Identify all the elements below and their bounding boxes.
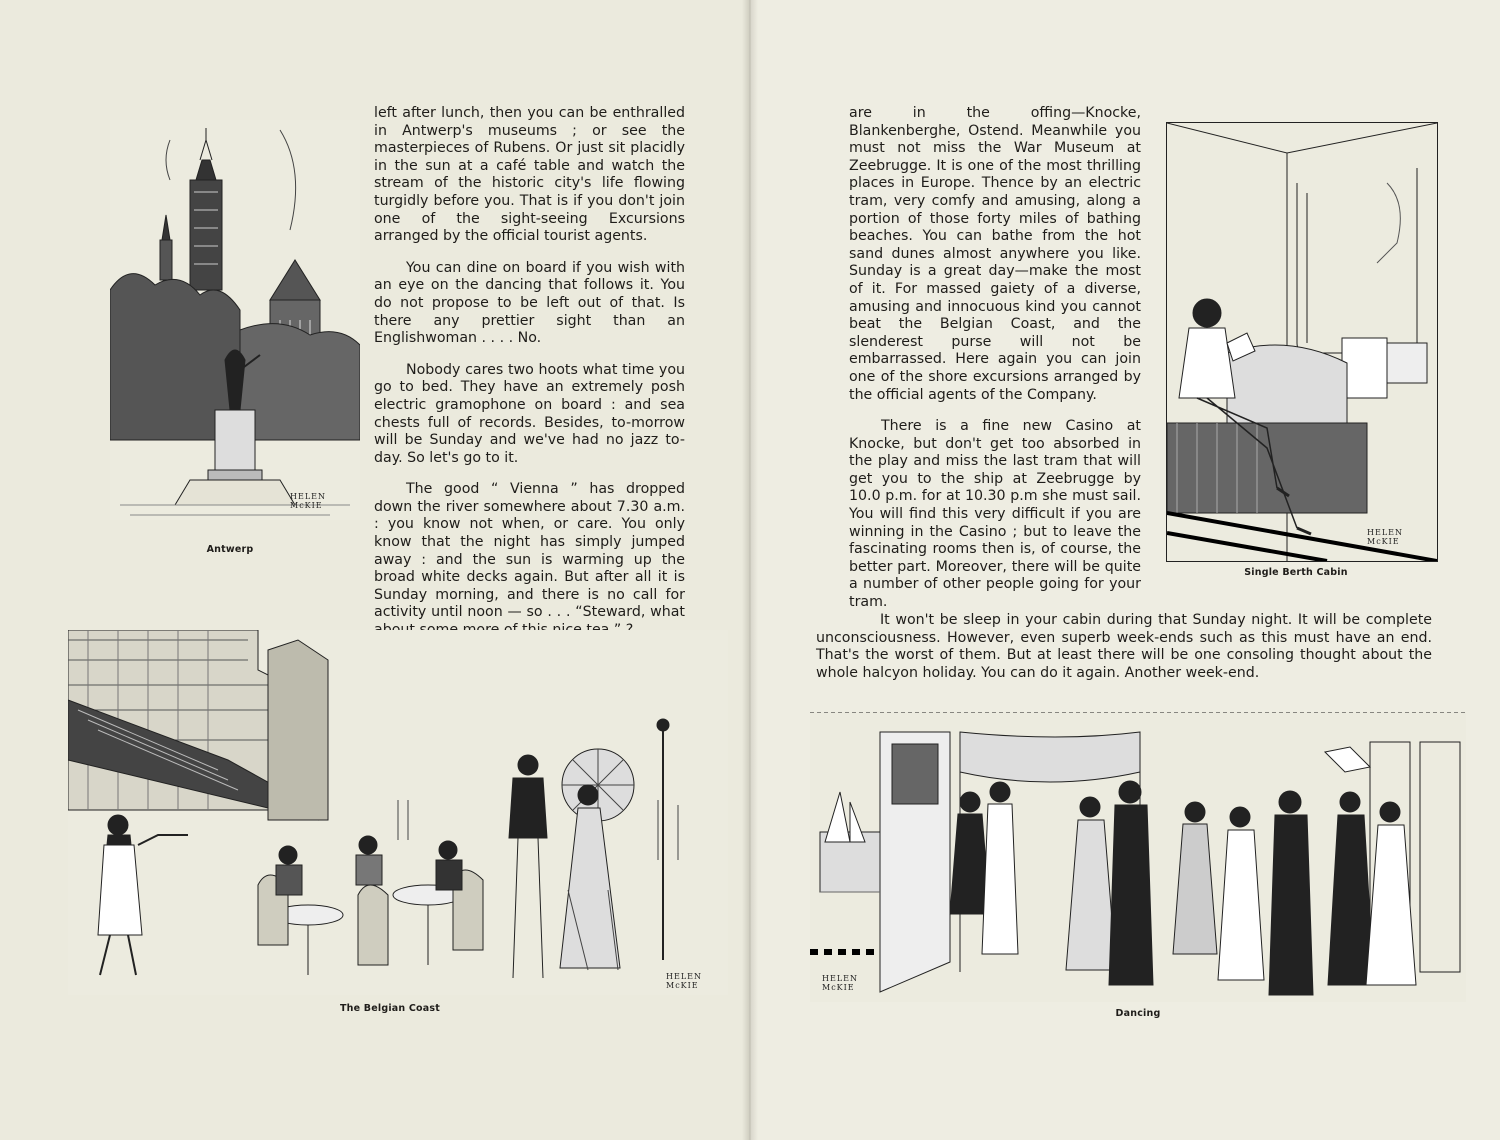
right-text-column — [849, 105, 1141, 626]
left-paragraph: You can dine on board if you wish with an eye on the dancing that follows it. You do not propose to be left out of that. Is there any prettier sight than an Englishwoman . . . . No. — [374, 259, 685, 347]
antwerp-illustration — [110, 120, 360, 520]
left-text-column — [374, 105, 685, 720]
left-paragraph: The good “ Vienna ” has dropped down the river somewhere about 7.30 a.m. : you know not when, or care. You only know that the night has simply jumped away : and the sun is warming up the broad white decks again. But after all it is Sunday morning, and there is no call for activity until noon — so . . . “Steward, what — [374, 481, 685, 621]
dancing-illustration — [810, 712, 1466, 1002]
cabin-artist-signature: HELEN McKIE — [1367, 528, 1403, 546]
closing-paragraph-block — [816, 612, 1432, 696]
single-berth-cabin-illustration — [1166, 122, 1438, 562]
belgian-coast-artist-signature: HELEN McKIE — [666, 972, 702, 990]
belgian-coast-caption: The Belgian Coast — [340, 1003, 440, 1014]
closing-paragraph: It won't be sleep in your cabin during that Sunday night. It will be complete unconsciousness. However, even superb week-ends such as this must have an end. That's the worst of them. But at least there will be one consoling thought about the whole halcyon holiday. You can do it again. Another week-end. — [816, 612, 1432, 681]
dancing-caption: Dancing — [1115, 1008, 1161, 1019]
antwerp-caption: Antwerp — [206, 544, 254, 555]
belgian-coast-illustration — [68, 630, 728, 995]
cabin-caption: Single Berth Cabin — [1244, 567, 1348, 578]
center-fold — [742, 0, 758, 1140]
left-paragraph: Nobody cares two hoots what time you go to bed. They have an extremely posh electric gramophone on board : and sea chests full of records. Besides, to-morrow will be Sunday and we've had no jazz to-day. So let's go to it. — [374, 361, 685, 466]
left-paragraph: left after lunch, then you can be enthralled in Antwerp's museums ; or see the masterpieces of Rubens. Or just sit placidly in the sun at a café table and watch the stream of the historic city's life flowing turgidly before you. That is if you don't join one of the sight-seeing Excursions arranged by the official tourist agents. — [374, 105, 685, 245]
right-paragraph: are in the offing—Knocke, Blankenberghe, Ostend. Meanwhile you must not miss the War Museum at Zeebrugge. It is one of the most thrilling places in Europe. Thence by an electric tram, very comfy and amusing, along a portion of those forty miles of bathing beaches. You can bathe from the hot sand dunes almost anywhere you like. Sunday is a great day—make the most of it. For massed gaiety of a diverse, amusing and innocuous kind you cannot beat the Belgian Coast, and the slenderest purse will not be embarrassed. Here again you can join one of the shore excursions arranged by the official agents of the Company. — [849, 105, 1141, 403]
right-page — [750, 0, 1500, 1140]
dancing-artist-signature: HELEN McKIE — [822, 974, 858, 992]
antwerp-artist-signature: HELEN McKIE — [290, 492, 326, 510]
right-paragraph: There is a fine new Casino at Knocke, but don't get too absorbed in the play and miss the last tram that will get you to the ship at Zeebrugge by 10.0 p.m. for at 10.30 p.m she must sail. You will find this very difficult if you are winning in the Casino ; but to leave the fascinating rooms then is, of course, the better part. Moreover, there will be quite a number of other people going for your tram. — [849, 418, 1141, 611]
